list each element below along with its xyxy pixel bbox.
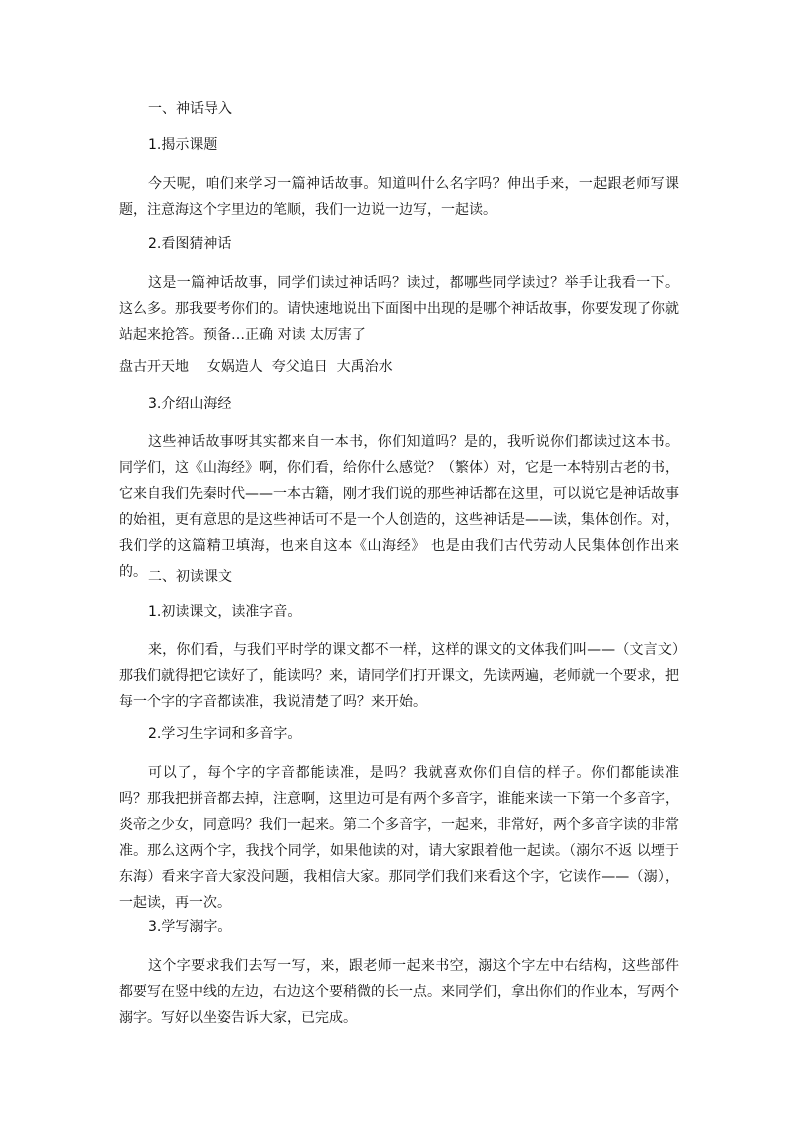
paragraph-shanhaijing: 这些神话故事呀其实都来自一本书，你们知道吗？是的，我听说你们都读过这本书。同学们，这《山海经》啊，你们看，给你什么感觉？（繁体）对，它是一本特别古老的书，它来自我们先秦时代——一本古籍，刚才我们说的那些神话都在这里，可以说它是神话故事的始祖，更有意思的是这些神话可不是一个人创造的，这些神话是——读，集体创作。对，我们学的这篇精卫填海，也来自这本《山海经》 也是由我们古代劳动人民集体创作出来的。 <box>119 434 679 580</box>
paragraph-reveal-topic: 今天呢，咱们来学习一篇神话故事。知道叫什么名字吗？伸出手来，一起跟老师写课题，注意海这个字里边的笔顺，我们一边说一边写，一起读。 <box>119 176 679 218</box>
paragraph-new-words: 可以了，每个字的字音都能读准，是吗？我就喜欢你们自信的样子。你们都能读准吗？那我把拼音都去掉，注意啊，这里边可是有两个多音字，谁能来读一下第一个多音字，炎帝之少女，同意吗？我们一起来。第二个多音字，一起来，非常好，两个多音字读的非常准。那么这两个字，我找个同学，如果他读的对，请大家跟着他一起读。（溺尔不返 以堙于东海）看来字音大家没问题，我相信大家。那同学们我们来看这个字，它读作——（溺），一起读，再一次。 <box>119 765 679 911</box>
subheading-write-character: 3.学写溺字。 <box>148 919 232 935</box>
paragraph-write-character: 这个字要求我们去写一写，来，跟老师一起来书空，溺这个字左中右结构，这些部件都要写在竖中线的左边，右边这个要稍微的长一点。来同学们，拿出你们的作业本，写两个溺字。写好以坐姿告诉大家，已完成。 <box>119 958 679 1026</box>
paragraph-read-pronunciation: 来，你们看，与我们平时学的课文都不一样，这样的课文的文体我们叫——（文言文）那我们就得把它读好了，能读吗？来，请同学们打开课文，先读两遍，老师就一个要求，把每一个字的字音都读准，我说清楚了吗？来开始。 <box>119 642 679 710</box>
subheading-read-pronunciation: 1.初读课文，读准字音。 <box>148 604 302 620</box>
section-heading-first-reading: 二、初读课文 <box>148 569 232 585</box>
subheading-shanhaijing: 3.介绍山海经 <box>148 396 232 412</box>
myth-title-list: 盘古开天地 女娲造人 夸父追日 大禹治水 <box>119 359 393 375</box>
subheading-new-words: 2.学习生字词和多音字。 <box>148 726 302 742</box>
subheading-guess-myth: 2.看图猜神话 <box>148 236 232 252</box>
section-heading-intro: 一、神话导入 <box>148 101 232 117</box>
paragraph-guess-myth: 这是一篇神话故事，同学们读过神话吗？读过，都哪些同学读过？举手让我看一下。这么多。那我要考你们的。请快速地说出下面图中出现的是哪个神话故事，你要发现了你就站起来抢答。预备…正确 对读 太厉害了 <box>119 275 679 343</box>
subheading-reveal-topic: 1.揭示课题 <box>148 137 218 153</box>
